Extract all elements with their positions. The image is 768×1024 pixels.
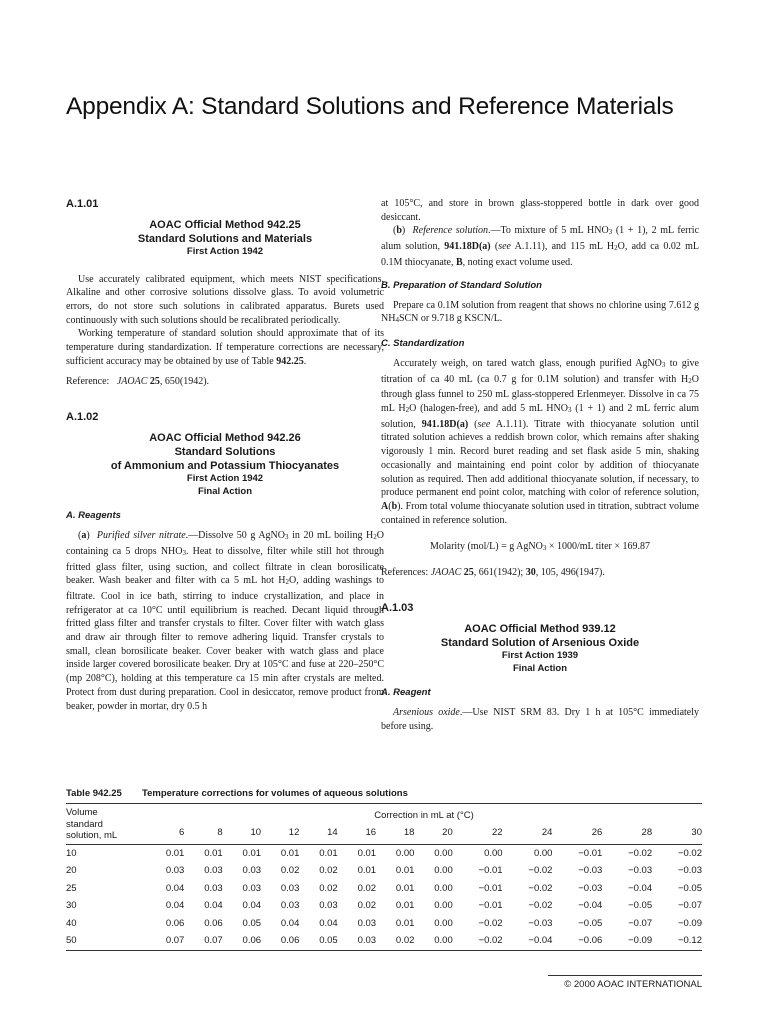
correction-cell: 0.02 — [319, 882, 338, 894]
volume-cell: 20 — [66, 865, 77, 877]
correction-cell: 0.04 — [280, 917, 300, 929]
correction-cell: −0.04 — [528, 935, 553, 947]
section-id-a102: A.1.02 — [66, 411, 99, 424]
correction-cell: −0.04 — [578, 900, 603, 912]
correction-cell: −0.03 — [628, 865, 653, 877]
correction-cell: 0.06 — [204, 917, 223, 929]
column-header-correction: Correction in mL at (°C) — [374, 810, 474, 822]
correction-cell: 0.06 — [165, 917, 185, 929]
right-column — [381, 198, 699, 733]
temperature-header: 24 — [541, 827, 553, 839]
temperature-header: 28 — [641, 827, 653, 839]
paragraph-continuation: at 105°C, and store in brown glass-stoppered bottle in dark over good desiccant. — [381, 198, 699, 223]
table-caption — [66, 788, 702, 799]
table-row — [66, 932, 702, 950]
correction-cell: 0.01 — [357, 847, 377, 859]
correction-cell: −0.07 — [677, 900, 702, 912]
temperature-header: 14 — [327, 827, 338, 839]
paragraph-calibration: Use accurately calibrated equipment, which meets NIST specifications. Alkaline and other corrosive solutions dissolve glass. To avoid volumetric errors, do not store such solutions in calibrated apparatus. Burets used continuously with such solutions should be recalibrated periodically. — [66, 273, 384, 326]
correction-cell: 0.03 — [357, 935, 377, 947]
section-id-a103: A.1.03 — [381, 602, 414, 615]
correction-cell: −0.07 — [628, 917, 653, 929]
correction-cell: 0.03 — [204, 865, 223, 877]
correction-cell: 0.00 — [434, 900, 453, 912]
correction-cell: 0.01 — [395, 917, 415, 929]
column-header-volume: Volume standard solution, mL — [66, 807, 118, 841]
paragraph-purified-silver-nitrate: (a) Purified silver nitrate.—Dissolve 50 g AgNO$_3$ in 20 mL boiling $H_2O$ containing ca 5 drops $NHO_3$. Heat to dissolve, filter while still hot through fritted glass filter, using suction, and collect filtrate in clean borosilicate beaker. Wash beaker and filter with ca 5 mL hot $H_2O$, adding washings to filtrate. Cool in ice bath, stirring to induce crystallization, and place in refrigerator at ca 10°C until equilibrium is reached. Decant liquid through fritted glass filter and transfer crystals to filter. Cover filter with watch glass and draw air through filter to remove adhering liquid. Transfer crystals to small, clean borosilicate beaker. Cover beaker with watch glass and place inside larger covered borosilicate beaker. Dry at 105°C and fuse at 220–250°C (mp 208°C), holding at this temperature ca 15 min after crystals are melted. Protect from dust during preparation. Cool in desiccator, remove product from beaker, powder in mortar, dry 0.5 h — [66, 530, 384, 712]
correction-cell: 0.00 — [434, 917, 453, 929]
references-a102: References: JAOAC 25, 661(1942); 30, 105, 496(1947). — [381, 567, 605, 579]
volume-cell: 25 — [66, 882, 77, 894]
correction-cell: 0.05 — [319, 935, 338, 947]
correction-cell: −0.02 — [478, 935, 503, 947]
method-name-942-25: Standard Solutions and Materials — [137, 233, 313, 245]
temperature-header: 26 — [591, 827, 603, 839]
method-action-942-25: First Action 1942 — [186, 246, 264, 257]
volume-cell: 10 — [66, 847, 77, 859]
temperature-header: 18 — [403, 827, 415, 839]
correction-cell: 0.01 — [395, 882, 415, 894]
correction-cell: −0.03 — [578, 865, 603, 877]
correction-cell: −0.01 — [478, 900, 503, 912]
correction-cell: 0.00 — [434, 847, 453, 859]
volume-cell: 50 — [66, 935, 77, 947]
correction-cell: 0.07 — [204, 935, 223, 947]
correction-cell: 0.06 — [280, 935, 300, 947]
method-name-942-26-line2: of Ammonium and Potassium Thiocyanates — [110, 460, 340, 473]
left-column — [66, 198, 384, 713]
temperature-header: 12 — [288, 827, 300, 839]
temperature-header: 10 — [250, 827, 262, 839]
correction-cell: −0.01 — [578, 847, 603, 859]
correction-cell: 0.01 — [165, 847, 185, 859]
correction-cell: 0.01 — [280, 847, 300, 859]
volume-cell: 40 — [66, 917, 77, 929]
correction-cell: 0.05 — [242, 917, 262, 929]
paragraph-preparation: Prepare ca 0.1M solution from reagent that shows no chlorine using 7.612 g $NH_4SCN$ or 9.718 g KSCN/L. — [381, 299, 699, 325]
correction-cell: 0.03 — [204, 882, 223, 894]
correction-cell: −0.01 — [478, 882, 503, 894]
copyright-footer: © 2000 AOAC INTERNATIONAL — [548, 975, 702, 990]
correction-cell: 0.02 — [395, 935, 415, 947]
correction-cell: 0.00 — [533, 847, 553, 859]
correction-cell: 0.07 — [165, 935, 185, 947]
molarity-equation: Molarity (mol/L) = g AgNO$_3$ × 1000/mL titer × 169.87 — [429, 541, 651, 553]
table-row — [66, 880, 702, 898]
correction-cell: −0.03 — [677, 865, 702, 877]
subheading-reagents: A. Reagents — [66, 510, 121, 522]
method-title-942-25: AOAC Official Method 942.25 — [149, 219, 301, 231]
correction-cell: −0.02 — [628, 847, 653, 859]
correction-cell: 0.03 — [280, 882, 300, 894]
temperature-header: 20 — [442, 827, 453, 839]
correction-cell: 0.03 — [357, 917, 377, 929]
paragraph-standardization: Accurately weigh, on tared watch glass, enough purified AgNO$_3$ to give titration of ca 40 mL (ca 0.7 g for 0.1M solution) and transfer with $H_2O$ through glass funnel to 250 mL glass-stoppered Erlenmeyer. Dissolve in ca 75 mL $H_2O$ (halogen-free), and add 5 mL $HNO_3$ (1 + 1) and 2 mL ferric alum solution, 941.18D(a) (see A.1.11). Titrate with thiocyanate solution until titrated solution achieves a reddish brown color, which remains after shaking vigorously 1 min. Record buret reading and set flask aside 5 min, shaking occasionally and maintaining end point color by addition of thiocyanate solution as required. Then add additional thiocyanate solution, if necessary, to produce permanent end point color, matching with color of reference solution, A(b). From total volume thiocyanate solution used in titration, subtract volume contained in reference solution. — [381, 357, 699, 526]
table-title: Temperature corrections for volumes of aqueous solutions — [142, 788, 408, 799]
correction-cell: −0.03 — [578, 882, 603, 894]
volume-cell: 30 — [66, 900, 77, 912]
correction-cell: −0.02 — [528, 882, 553, 894]
table-row — [66, 915, 702, 933]
correction-cell: 0.00 — [395, 847, 415, 859]
table-row — [66, 897, 702, 915]
temperature-header-row — [66, 824, 702, 844]
correction-cell: 0.04 — [165, 900, 185, 912]
correction-cell: −0.12 — [677, 935, 702, 947]
correction-cell: −0.09 — [628, 935, 653, 947]
correction-cell: −0.03 — [528, 917, 553, 929]
correction-cell: 0.00 — [434, 935, 453, 947]
page-title: Appendix A: Standard Solutions and Reference Materials — [66, 93, 674, 120]
correction-cell: 0.00 — [484, 847, 503, 859]
correction-cell: −0.05 — [628, 900, 653, 912]
temperature-header: 22 — [492, 827, 503, 839]
correction-cell: −0.06 — [578, 935, 603, 947]
method-action-939-12-final: Final Action — [512, 662, 567, 674]
method-action-939-12-first: First Action 1939 — [501, 650, 579, 662]
table-row — [66, 844, 702, 862]
paragraph-arsenious-oxide: Arsenious oxide.—Use NIST SRM 83. Dry 1 h at 105°C immediately before using. — [381, 707, 700, 732]
correction-cell: 0.02 — [357, 900, 377, 912]
paragraph-reference-solution: (b) Reference solution.—To mixture of 5 mL $HNO_3$ (1 + 1), 2 mL ferric alum solution, 941.18D(a) (see A.1.11), and 115 mL $H_2O$, add ca 0.02 mL 0.1M thiocyanate, B, noting exact volume used. — [381, 225, 700, 268]
method-title-939-12: AOAC Official Method 939.12 — [464, 623, 616, 636]
correction-cell: 0.00 — [434, 865, 453, 877]
table-number: Table 942.25 — [66, 788, 122, 799]
paragraph-working-temperature: Working temperature of standard solution should approximate that of its temperature during standardization. If temperature corrections are necessary, sufficient accuracy may be obtained by use of Table 942.25. — [66, 328, 384, 367]
correction-cell: −0.02 — [677, 847, 702, 859]
method-name-942-26-line1: Standard Solutions — [174, 446, 276, 459]
correction-cell: 0.04 — [319, 917, 338, 929]
correction-cell: 0.01 — [242, 847, 262, 859]
method-title-942-26: AOAC Official Method 942.26 — [149, 432, 301, 445]
correction-cell: −0.04 — [628, 882, 653, 894]
correction-cell: −0.02 — [528, 865, 553, 877]
correction-cell: 0.04 — [204, 900, 223, 912]
table-reference: 942.25 — [276, 355, 304, 367]
correction-cell: 0.01 — [204, 847, 223, 859]
correction-cell: 0.06 — [242, 935, 262, 947]
method-name-939-12: Standard Solution of Arsenious Oxide — [440, 637, 640, 650]
reference-a101: Reference: JAOAC 25, 650(1942). — [66, 376, 210, 388]
method-action-942-26-first: First Action 1942 — [186, 473, 264, 485]
temperature-header: 8 — [217, 827, 223, 839]
subheading-standardization: C. Standardization — [381, 337, 465, 349]
correction-cell: 0.04 — [242, 900, 262, 912]
correction-cell: 0.00 — [434, 882, 453, 894]
subheading-reagent: A. Reagent — [381, 687, 431, 699]
correction-cell: 0.01 — [357, 865, 377, 877]
correction-cell: −0.01 — [478, 865, 503, 877]
correction-cell: −0.05 — [578, 917, 603, 929]
temperature-header: 6 — [179, 827, 185, 839]
temperature-header: 30 — [691, 827, 702, 839]
section-id-a101: A.1.01 — [66, 198, 99, 210]
table-row — [66, 862, 702, 880]
method-action-942-26-final: Final Action — [197, 485, 252, 497]
correction-cell: 0.01 — [395, 900, 415, 912]
correction-cell: 0.01 — [319, 847, 338, 859]
correction-cell: 0.04 — [165, 882, 185, 894]
correction-cell: 0.03 — [319, 900, 338, 912]
correction-cell: −0.09 — [677, 917, 702, 929]
correction-cell: 0.02 — [357, 882, 377, 894]
subheading-preparation: B. Preparation of Standard Solution — [381, 279, 542, 291]
correction-table — [66, 803, 702, 951]
correction-cell: 0.01 — [395, 865, 415, 877]
table-942-25 — [66, 788, 702, 951]
correction-cell: 0.03 — [242, 882, 262, 894]
temperature-header: 16 — [365, 827, 377, 839]
correction-cell: 0.02 — [319, 865, 338, 877]
correction-cell: 0.02 — [280, 865, 300, 877]
correction-cell: 0.03 — [242, 865, 262, 877]
table-body — [66, 844, 702, 950]
correction-cell: −0.05 — [677, 882, 702, 894]
correction-cell: 0.03 — [280, 900, 300, 912]
correction-cell: −0.02 — [528, 900, 553, 912]
correction-cell: 0.03 — [165, 865, 185, 877]
correction-cell: −0.02 — [478, 917, 503, 929]
